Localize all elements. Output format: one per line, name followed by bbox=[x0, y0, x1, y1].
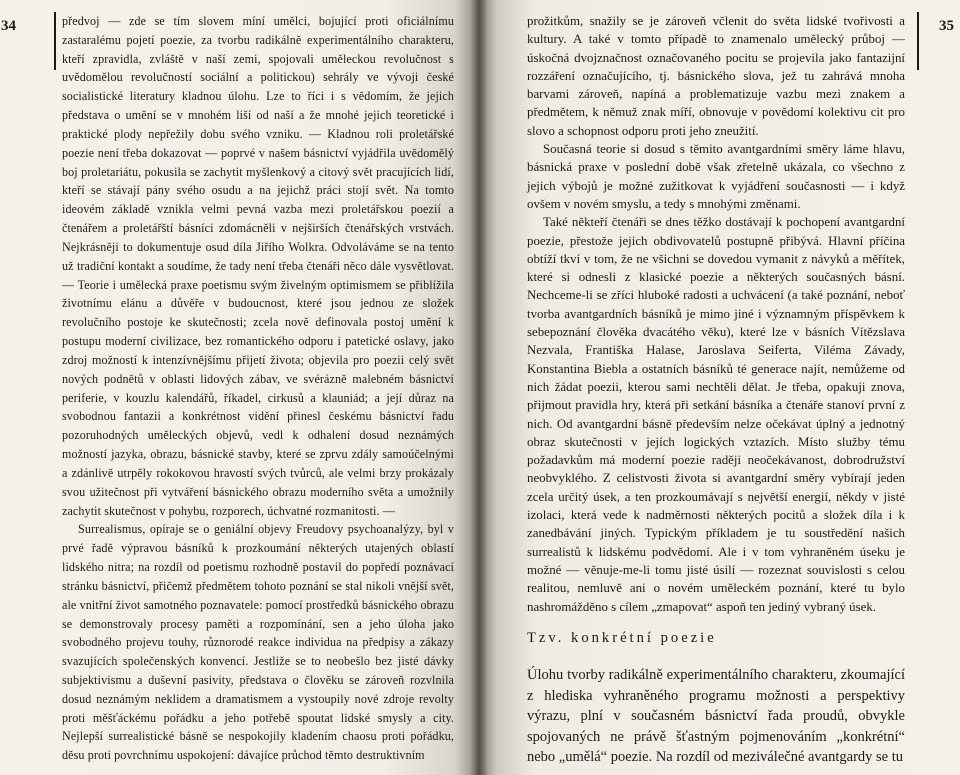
left-page-text bbox=[62, 12, 454, 765]
left-page bbox=[0, 0, 478, 775]
right-margin-rule bbox=[917, 12, 919, 70]
right-paragraph-1: prožitkům, snažily se je zároveň včlenit do světa lidské tvořivosti a kultury. A také v tomto případě to znamenalo umělecký průboj — úskočná dvojznačnost označovaného pocitu se projevila jako fantazijní rozzáření označujícího, tj. básnického slova, jež tu zahrává mnoha barvami zároveň, napíná a problematizuje vazbu mezi znakem a předmětem, k němuž znak míří, obnovuje v povědomí kolektivu cit pro slovo a schopnost odporu proti jeho zneužití. bbox=[527, 14, 905, 138]
left-paragraph-2: Surrealismus, opíraje se o geniální objevy Freudovy psychoanalýzy, byl v prvé řadě výpravou básníků k prozkoumání některých utajených oblastí lidského nitra; na rozdíl od poetismu rozhodně postavil do popředí poznávací stránku básnictví, přičemž předmětem tohoto poznání se stal nikoli vnější svět, ale vnitřní život samotného poznavatele: pomocí prostředků básnického obrazu se demonstrovaly procesy paměti a rozpomínání, sen a jeho úloha jako svobodného projevu touhy, různorodé reakce individua na předpisy a zákazy svazujících společenských konvencí. Jestliže se to neobešlo bez jisté dávky subjektivismu a duševní pasivity, představa o člověku se zároveň rozvlnila dosud neznámým neklidem a dramatismem a vystoupily nové zdroje revolty proti měšťáckému pořádku a jeho potřebě spoutat lidské smysly a city. Nejlepší surrealistické básně se nespokojily kladením chaosu proti pořádku, děsu proti povrchnímu uspokojení: dávajíce průchod těmto destruktivním bbox=[62, 522, 454, 763]
section-heading: Tzv. konkrétní poezie bbox=[527, 630, 717, 646]
right-paragraph-3: Také někteří čtenáři se dnes těžko dostávají k pochopení avantgardní poezie, přestože jejich obdivovatelů postupně přibývá. Hlavní příčina obtíží tkví v tom, že ne všichni se dovedou vymanit z návyků a měřítek, které si odnesli z klasické poezie a některých současných básní. Nechceme-li se zříci hluboké radosti a uchvácení (a také poznání, neboť tvorba avantgardních básníků je mimo jiné i významným příspěvkem k sebepoznání člověka dvacátého věku), které lze v básních Vítězslava Nezvala, Františka Halase, Jaroslava Seiferta, Viléma Závady, Konstantina Biebla a ostatních básníků té generace najít, nemůžeme od nich žádat poezii, kterou sami nechtěli dělat. Je třeba, opakuji znova, přijmout pravidla hry, která při setkání básníka a čtenáře stanoví první z nich. Od avantgardní básně především nelze očekávat úplný a jednotný obraz skutečnosti v jejích logických vztazích. Místo služby tému požadavkům má moderní poezie raději neočekávanost, dobrodružství neobvyklého. Z celistvosti života si avantgardní směry vybírají jeden zcela určitý úsek, a ten prozkoumávají s největší energií, někdy v jisté izolaci, která vede k nadměrnosti některých pocitů a složek díla i k zanedbávání jiných. Typickým příkladem je tu soustředění našich surrealistů k lidskému podvědomí. Ale i v tom vyhraněném úseku je možné — věnuje-me-li tomu jisté úsilí — rozeznat souvislosti s celou realitou, nemluvě ani o novém uměleckém poznání, které tu bylo nashromážděno s cílem „zmapovat“ aspoň ten jediný vybraný úsek. bbox=[527, 215, 905, 614]
left-paragraph-1: předvoj — zde se tím slovem míní umělci, bojující proti oficiálnímu zastaralému pojetí poezie, za tvorbu radikálně experimentálního charakteru, kteří zpravidla, zvláště v naší zemi, spojovali uměleckou revolučnost s uvědomělou revolučností sociální a politickou) sehrály ve vývoji české socialistické literatury kladnou úlohu. Lze to říci i s vědomím, že jejich představa o umění se v mnohém liší od naší a že mnohé jejich teoretické i praktické plody nepřežily dobu svého vzniku. — Kladnou roli proletářské poezie není třeba dokazovat — poprvé v našem básnictví vyjádřila uvědomělý boj proletariátu, pokusila se zachytit myšlenkový a citový svět pracujících lidí, kteří se stávají pány svého osudu a na jejichž práci stojí svět. Na tomto ideovém základě vznikla velmi pevná vazba mezi proletářskou poezií a čtenářem a proletářští básníci zdomácněli v nejširších čtenářských vrstvách. Nejkrásněji to dokumentuje osud díla Jiřího Wolkra. Odvoláváme se na tento už tradiční kontakt a soudíme, že tady není třeba čtenáři něco dále vysvětlovat. — Teorie i umělecká praxe poetismu svým živelným optimismem se přiblížila životnímu elánu a důvěře v budoucnost, které jsou jednou ze složek revolučního postoje ke skutečnosti; zcela nově definovala postoj umění k postupu moderní civilizace, bez romantického odporu i patetické oslavy, jako zdroj možností k intenzívnějšímu přijetí života; objevila pro poezii celý svět nových podnětů v oblasti lidových zábav, ve svérázně malebném básnictví periferie, v kouzlu kalendářů, říkadel, cirkusů a klauniád; a její důraz na svobodnou fantazii a konkrétnost vidění přinesl českému básnictví řadu pozoruhodných uměleckých objevů, vedl k odhalení dosud neznámých možností jazyka, obrazu, básnické stavby, které se zprvu zdály samoúčelnými a zdánlivě utrpěly rokokovou hravostí svých tvůrců, ale velmi brzy prokázaly svou užitečnost při vytváření básnického obrazu moderního světa a umožnily zachytit skutečnost v pohybu, rozporech, úchvatné rozmanitosti. — bbox=[62, 14, 454, 518]
left-page-number: 34 bbox=[1, 18, 16, 34]
book-gutter bbox=[470, 0, 488, 775]
right-page-text-bottom bbox=[527, 665, 905, 768]
right-page-number: 35 bbox=[939, 18, 954, 34]
left-margin-rule bbox=[54, 12, 56, 70]
right-paragraph-4: Úlohu tvorby radikálně experimentálního charakteru, zkoumající z hlediska vyhraněného programu možnosti a perspektivy výrazu, plní v současném básnictví řada proudů, obvykle spojovaných ne právě šťastným pojmenováním „konkrétní“ nebo „umělá“ poezie. Na rozdíl od meziválečné avantgardy se tu bbox=[527, 667, 905, 766]
right-page-text bbox=[527, 12, 905, 616]
right-paragraph-2: Současná teorie si dosud s těmito avantgardními směry láme hlavu, básnická praxe v poslední době však zřetelně ukázala, co všechno z jejich výbojů je možné zužitkovat k vyjádření současnosti — i když ovšem v novém smyslu, a tedy s mnohými změnami. bbox=[527, 142, 905, 211]
